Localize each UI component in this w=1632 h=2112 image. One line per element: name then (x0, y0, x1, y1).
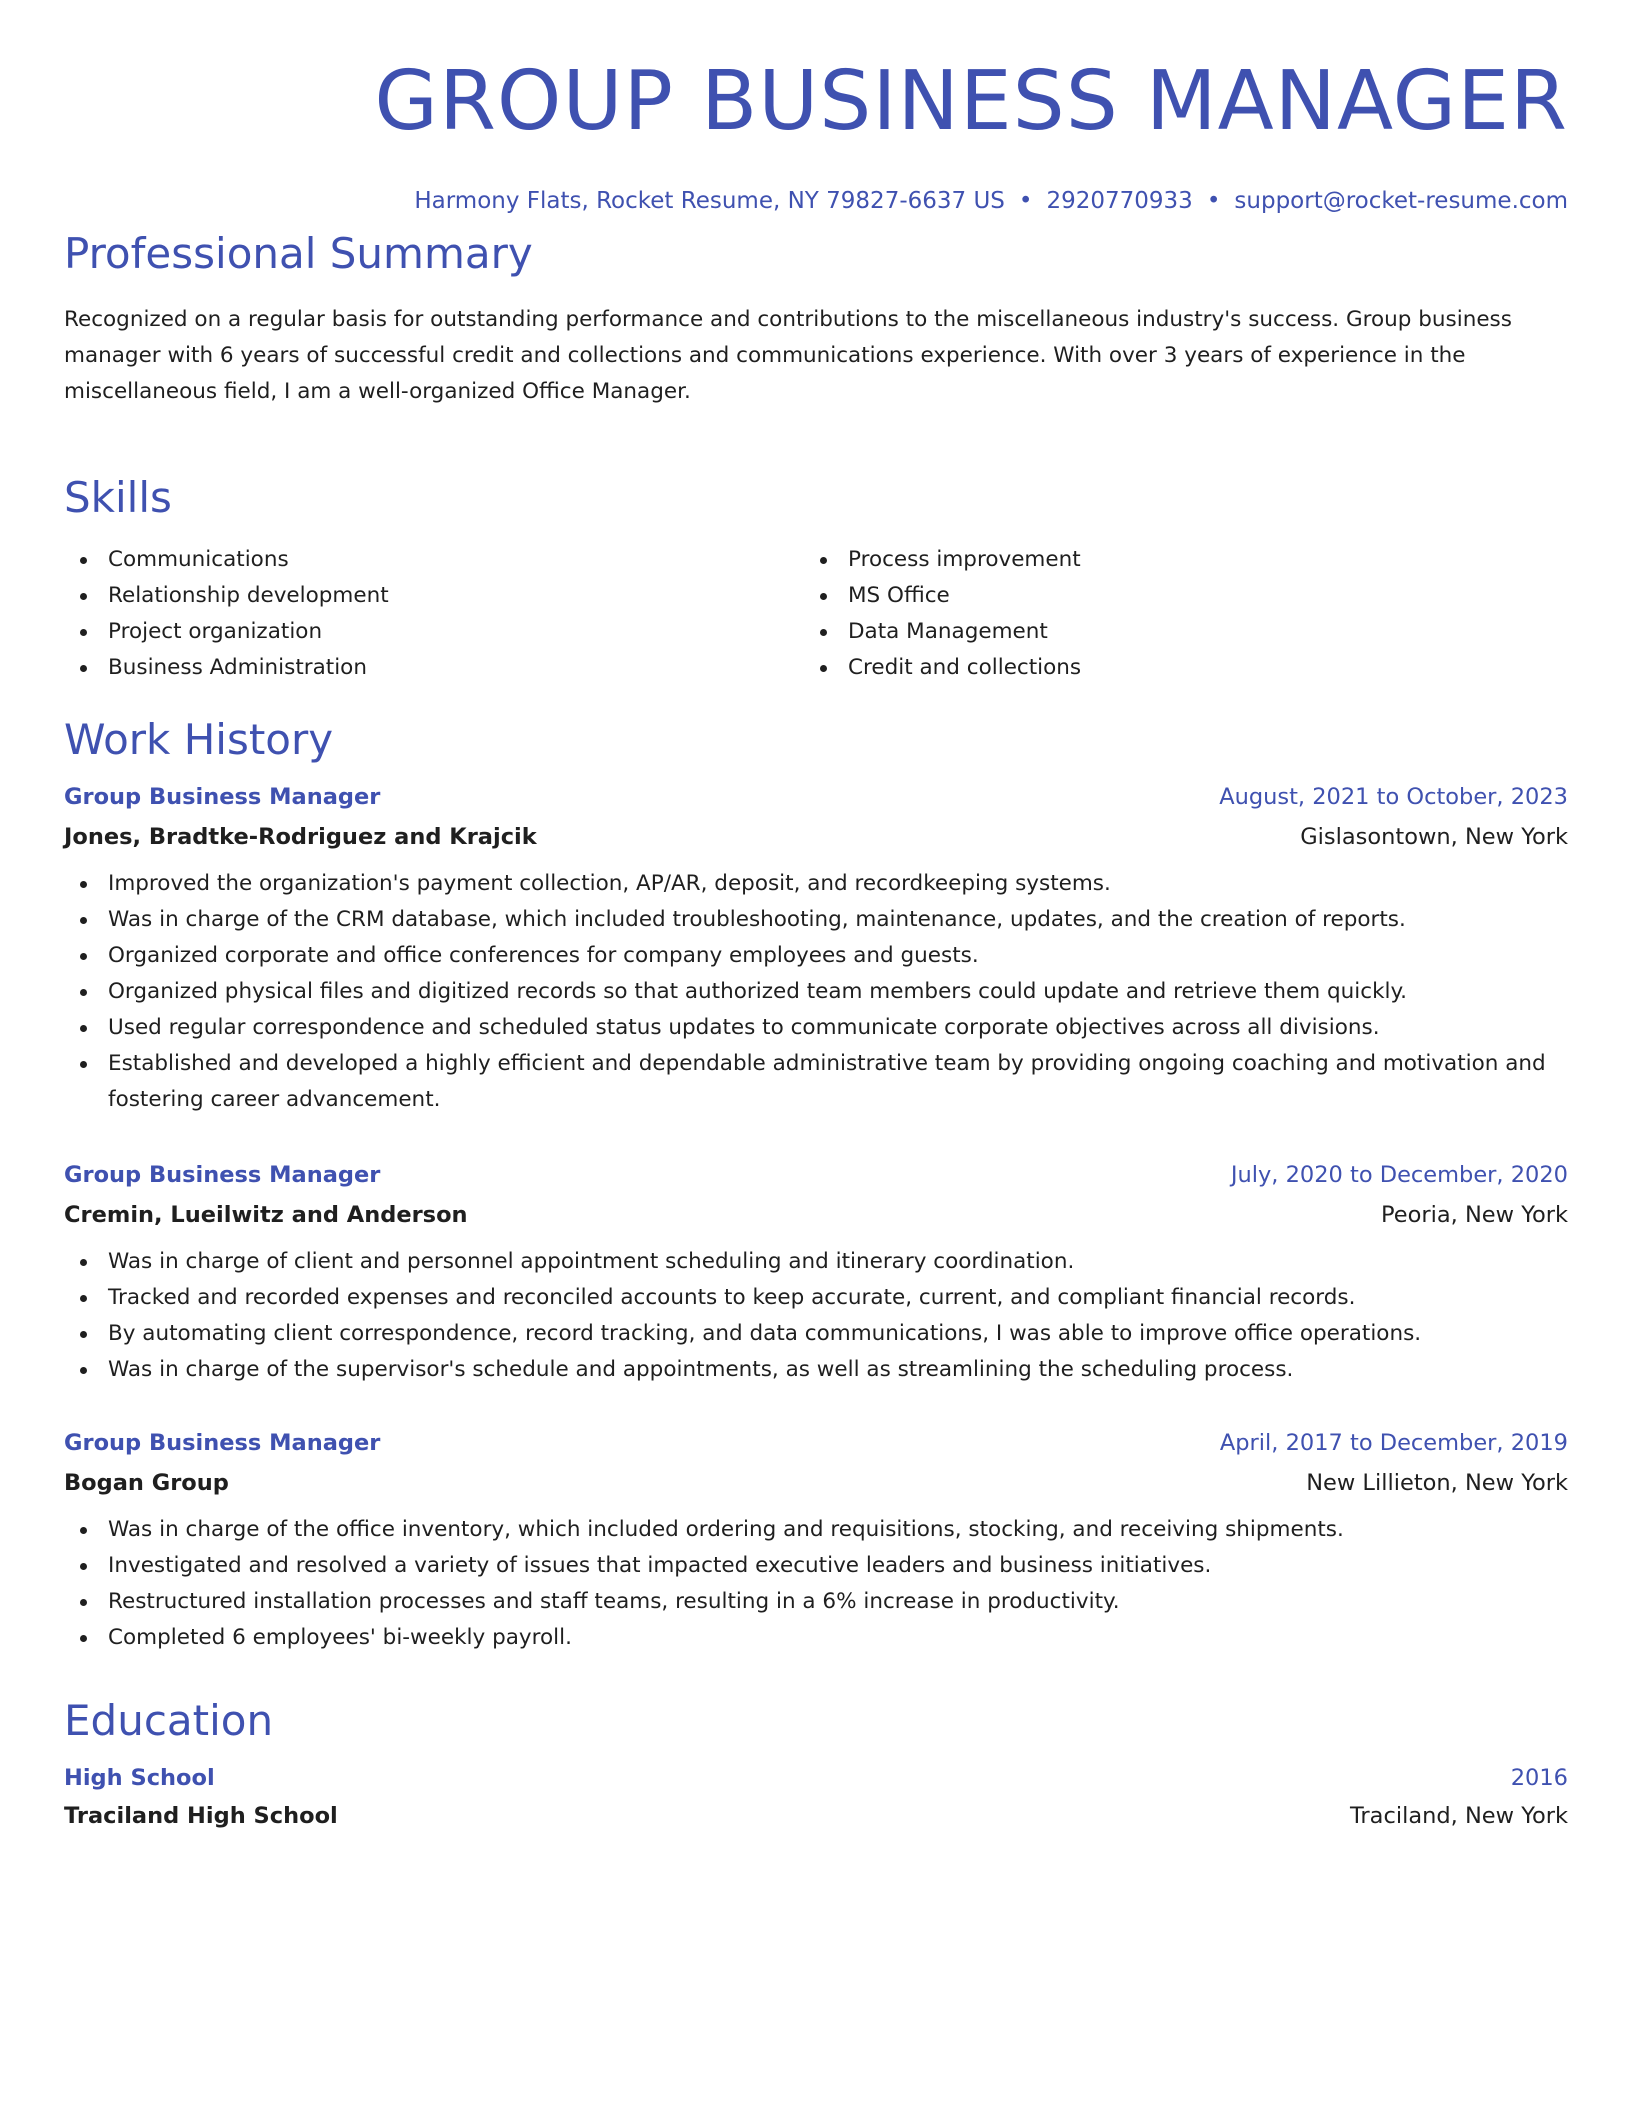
skill-item: Relationship development (64, 578, 804, 614)
job-subheader (64, 1200, 1568, 1230)
job-title: Group Business Manager (64, 1162, 381, 1188)
education-location: Traciland, New York (1349, 1803, 1568, 1829)
job-location: Gislasontown, New York (1300, 824, 1568, 850)
job-header (64, 1160, 1568, 1190)
job-dates: August, 2021 to October, 2023 (1219, 784, 1568, 810)
job-bullet: Restructured installation processes and staff teams, resulting in a 6% increase in productivity. (64, 1584, 1568, 1620)
job-location: Peoria, New York (1381, 1202, 1568, 1228)
job-bullet: Investigated and resolved a variety of issues that impacted executive leaders and business initiatives. (64, 1548, 1568, 1584)
section-heading-summary: Professional Summary (64, 229, 533, 278)
job-header (64, 782, 1568, 812)
job-bullet: Organized corporate and office conferences for company employees and guests. (64, 938, 1568, 974)
education-degree: High School (64, 1765, 215, 1791)
skill-item: Credit and collections (804, 650, 1544, 686)
job-location: New Lillieton, New York (1306, 1470, 1568, 1496)
education-header (64, 1763, 1568, 1793)
contact-line (64, 186, 1568, 216)
summary-text: Recognized on a regular basis for outstanding performance and contributions to the miscellaneous industry's success. Group business manager with 6 years of successful credit and collections and communications experience. With over 3 years of experience in the miscellaneous field, I am a well-organized Office Manager. (64, 307, 1512, 404)
contact-phone: 2920770933 (1046, 188, 1193, 214)
contact-separator: • (1206, 188, 1221, 214)
education-school: Traciland High School (64, 1803, 338, 1829)
job-bullet: Was in charge of client and personnel appointment scheduling and itinerary coordination. (64, 1244, 1568, 1280)
job-entry (64, 1160, 1568, 1388)
education-year: 2016 (1510, 1765, 1568, 1791)
education-subheader (64, 1801, 1568, 1831)
job-bullet: Used regular correspondence and scheduled status updates to communicate corporate objectives across all divisions. (64, 1010, 1568, 1046)
job-subheader (64, 1468, 1568, 1498)
section-heading-education: Education (64, 1696, 274, 1745)
skill-item: Communications (64, 542, 804, 578)
section-heading-skills: Skills (64, 473, 172, 522)
work-history-section (64, 712, 1568, 768)
job-bullet: Was in charge of the office inventory, which included ordering and requisitions, stocking, and receiving shipments. (64, 1512, 1568, 1548)
job-bullet: Completed 6 employees' bi-weekly payroll. (64, 1620, 1568, 1656)
job-bullet: Tracked and recorded expenses and reconciled accounts to keep accurate, current, and compliant financial records. (64, 1280, 1568, 1316)
skill-item: Process improvement (804, 542, 1544, 578)
skill-item: MS Office (804, 578, 1544, 614)
job-company: Cremin, Lueilwitz and Anderson (64, 1202, 468, 1228)
job-bullet: By automating client correspondence, record tracking, and data communications, I was able to improve office operations. (64, 1316, 1568, 1352)
contact-address: Harmony Flats, Rocket Resume, NY 79827-6637 US (414, 188, 1005, 214)
resume-title: GROUP BUSINESS MANAGER (374, 54, 1568, 149)
job-subheader (64, 822, 1568, 852)
skill-item: Project organization (64, 614, 804, 650)
job-bullet: Established and developed a highly efficient and dependable administrative team by providing ongoing coaching and motivation and fostering career advancement. (64, 1046, 1568, 1118)
skills-column-left (64, 542, 804, 686)
job-bullet-list (64, 1244, 1568, 1388)
job-title: Group Business Manager (64, 784, 381, 810)
job-entry (64, 782, 1568, 1118)
job-entry (64, 1428, 1568, 1656)
job-bullet: Improved the organization's payment collection, AP/AR, deposit, and recordkeeping systems. (64, 866, 1568, 902)
job-header (64, 1428, 1568, 1458)
job-bullet: Was in charge of the CRM database, which included troubleshooting, maintenance, updates, and the creation of reports. (64, 902, 1568, 938)
contact-email[interactable]: support@rocket-resume.com (1234, 188, 1568, 214)
job-bullet: Organized physical files and digitized records so that authorized team members could update and retrieve them quickly. (64, 974, 1568, 1010)
section-heading-work-history: Work History (64, 715, 334, 764)
job-bullet-list (64, 866, 1568, 1118)
skill-item: Business Administration (64, 650, 804, 686)
job-bullet: Was in charge of the supervisor's schedule and appointments, as well as streamlining the scheduling process. (64, 1352, 1568, 1388)
skills-grid (64, 542, 1568, 686)
contact-separator: • (1018, 188, 1033, 214)
education-section (64, 1693, 1568, 1749)
job-dates: July, 2020 to December, 2020 (1230, 1162, 1568, 1188)
education-entry (64, 1763, 1568, 1831)
professional-summary-section (64, 226, 1568, 410)
job-company: Jones, Bradtke-Rodriguez and Krajcik (64, 824, 537, 850)
skill-item: Data Management (804, 614, 1544, 650)
skills-column-right (804, 542, 1544, 686)
job-dates: April, 2017 to December, 2019 (1219, 1430, 1568, 1456)
job-bullet-list (64, 1512, 1568, 1656)
job-title: Group Business Manager (64, 1430, 381, 1456)
skills-section (64, 470, 1568, 686)
job-company: Bogan Group (64, 1470, 229, 1496)
